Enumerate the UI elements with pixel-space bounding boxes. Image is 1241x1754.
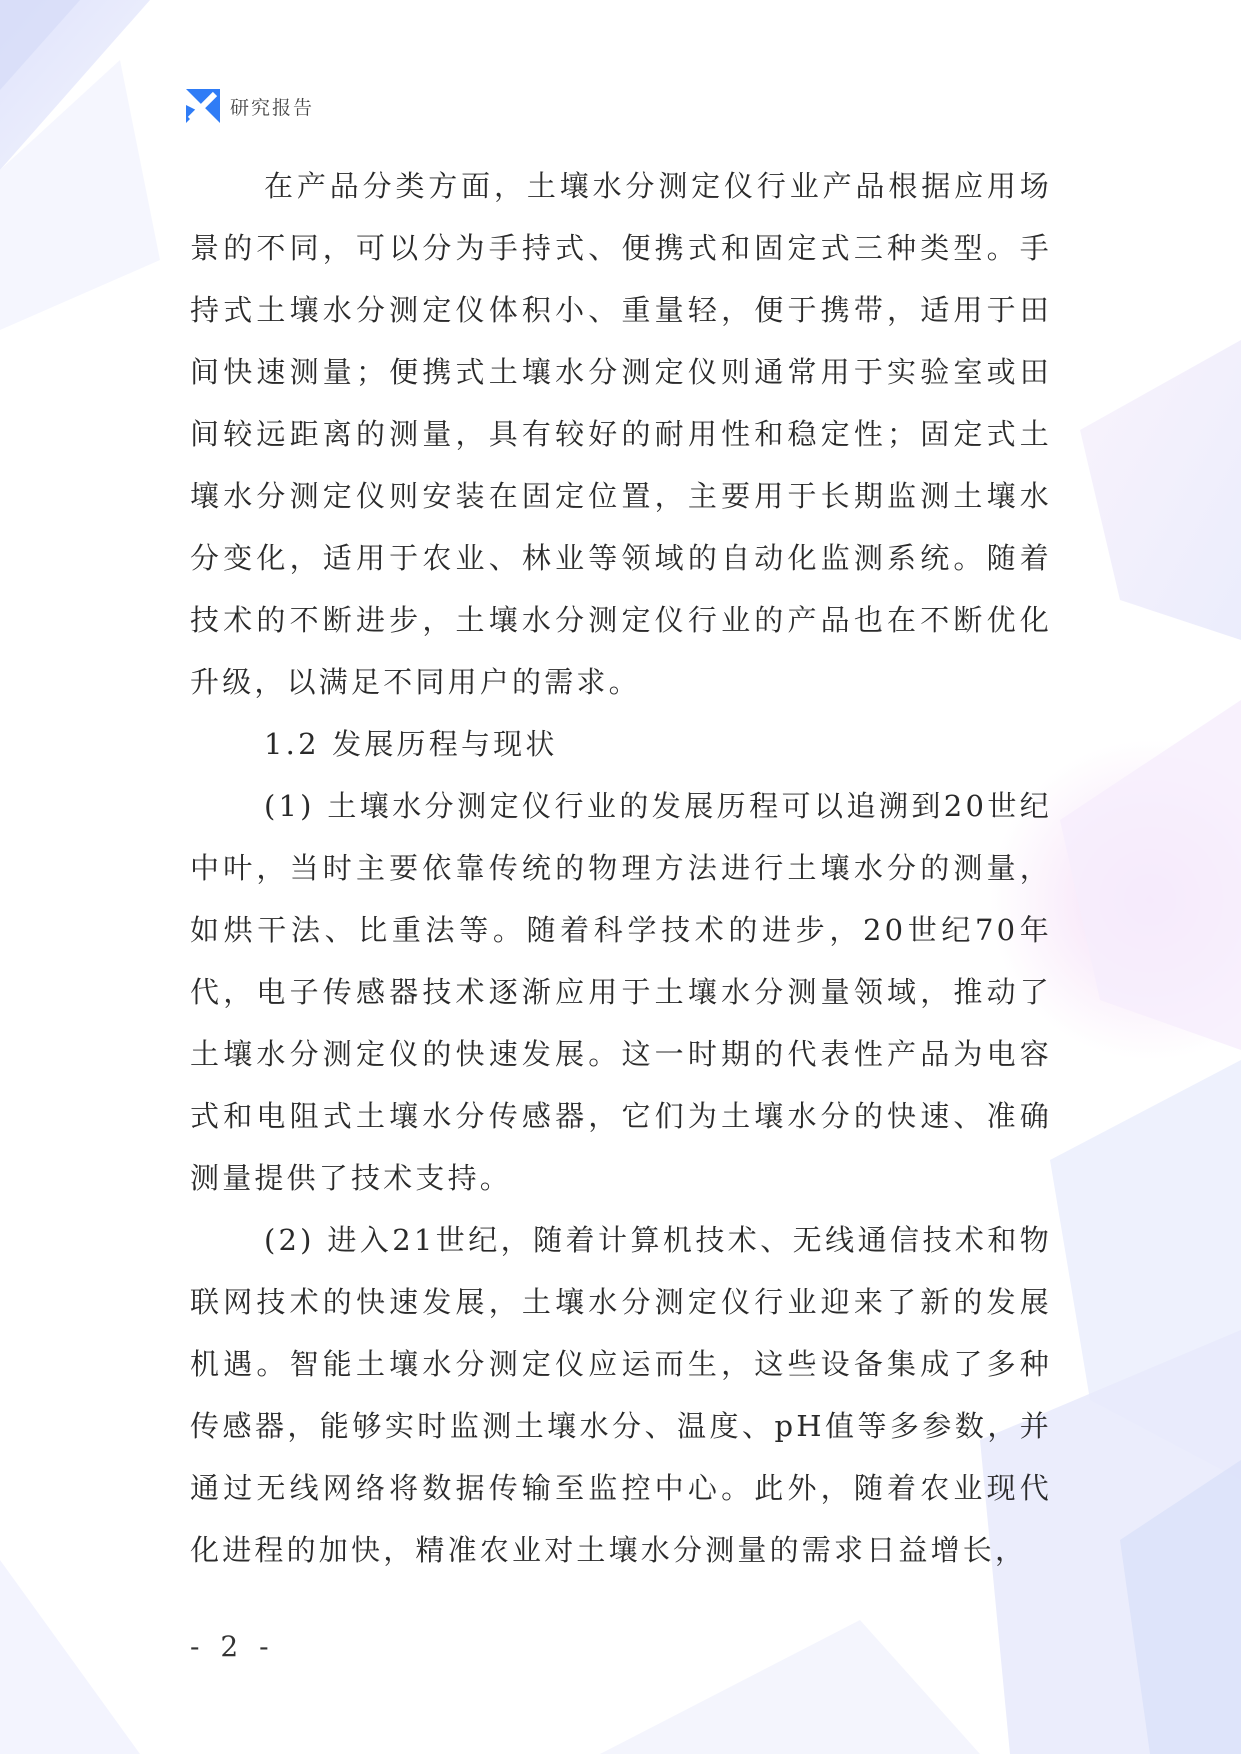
paragraph-history-2: (2) 进入21世纪，随着计算机技术、无线通信技术和物联网技术的快速发展，土壤水分测定仪行业迎来了新的发展机遇。智能土壤水分测定仪应运而生，这些设备集成了多种传感器，能够实时监测土壤水分、温度、pH值等多参数，并通过无线网络将数据传输至监控中心。此外，随着农业现代化进程的加快，精准农业对土壤水分测量的需求日益增长， — [190, 1223, 1052, 1567]
paragraph-product-classification: 在产品分类方面，土壤水分测定仪行业产品根据应用场景的不同，可以分为手持式、便携式和固定式三种类型。手持式土壤水分测定仪体积小、重量轻，便于携带，适用于田间快速测量；便携式土壤水分测定仪则通常用于实验室或田间较远距离的测量，具有较好的耐用性和稳定性；固定式土壤水分测定仪则安装在固定位置，主要用于长期监测土壤水分变化，适用于农业、林业等领域的自动化监测系统。随着技术的不断进步，土壤水分测定仪行业的产品也在不断优化升级，以满足不同用户的需求。 — [190, 169, 1052, 699]
document-header — [186, 88, 314, 124]
page-number: - 2 - — [190, 1630, 275, 1663]
report-label: 研究报告 — [230, 96, 315, 119]
document-body — [190, 155, 1052, 1581]
paragraph-history-1: (1) 土壤水分测定仪行业的发展历程可以追溯到20世纪中叶，当时主要依靠传统的物理方法进行土壤水分的测量，如烘干法、比重法等。随着科学技术的进步，20世纪70年代，电子传感器技术逐渐应用于土壤水分测量领域，推动了土壤水分测定仪的快速发展。这一时期的代表性产品为电容式和电阻式土壤水分传感器，它们为土壤水分的快速、准确测量提供了技术支持。 — [190, 789, 1052, 1195]
section-heading: 1.2 发展历程与现状 — [264, 727, 558, 761]
arrow-up-right-icon — [186, 89, 220, 123]
